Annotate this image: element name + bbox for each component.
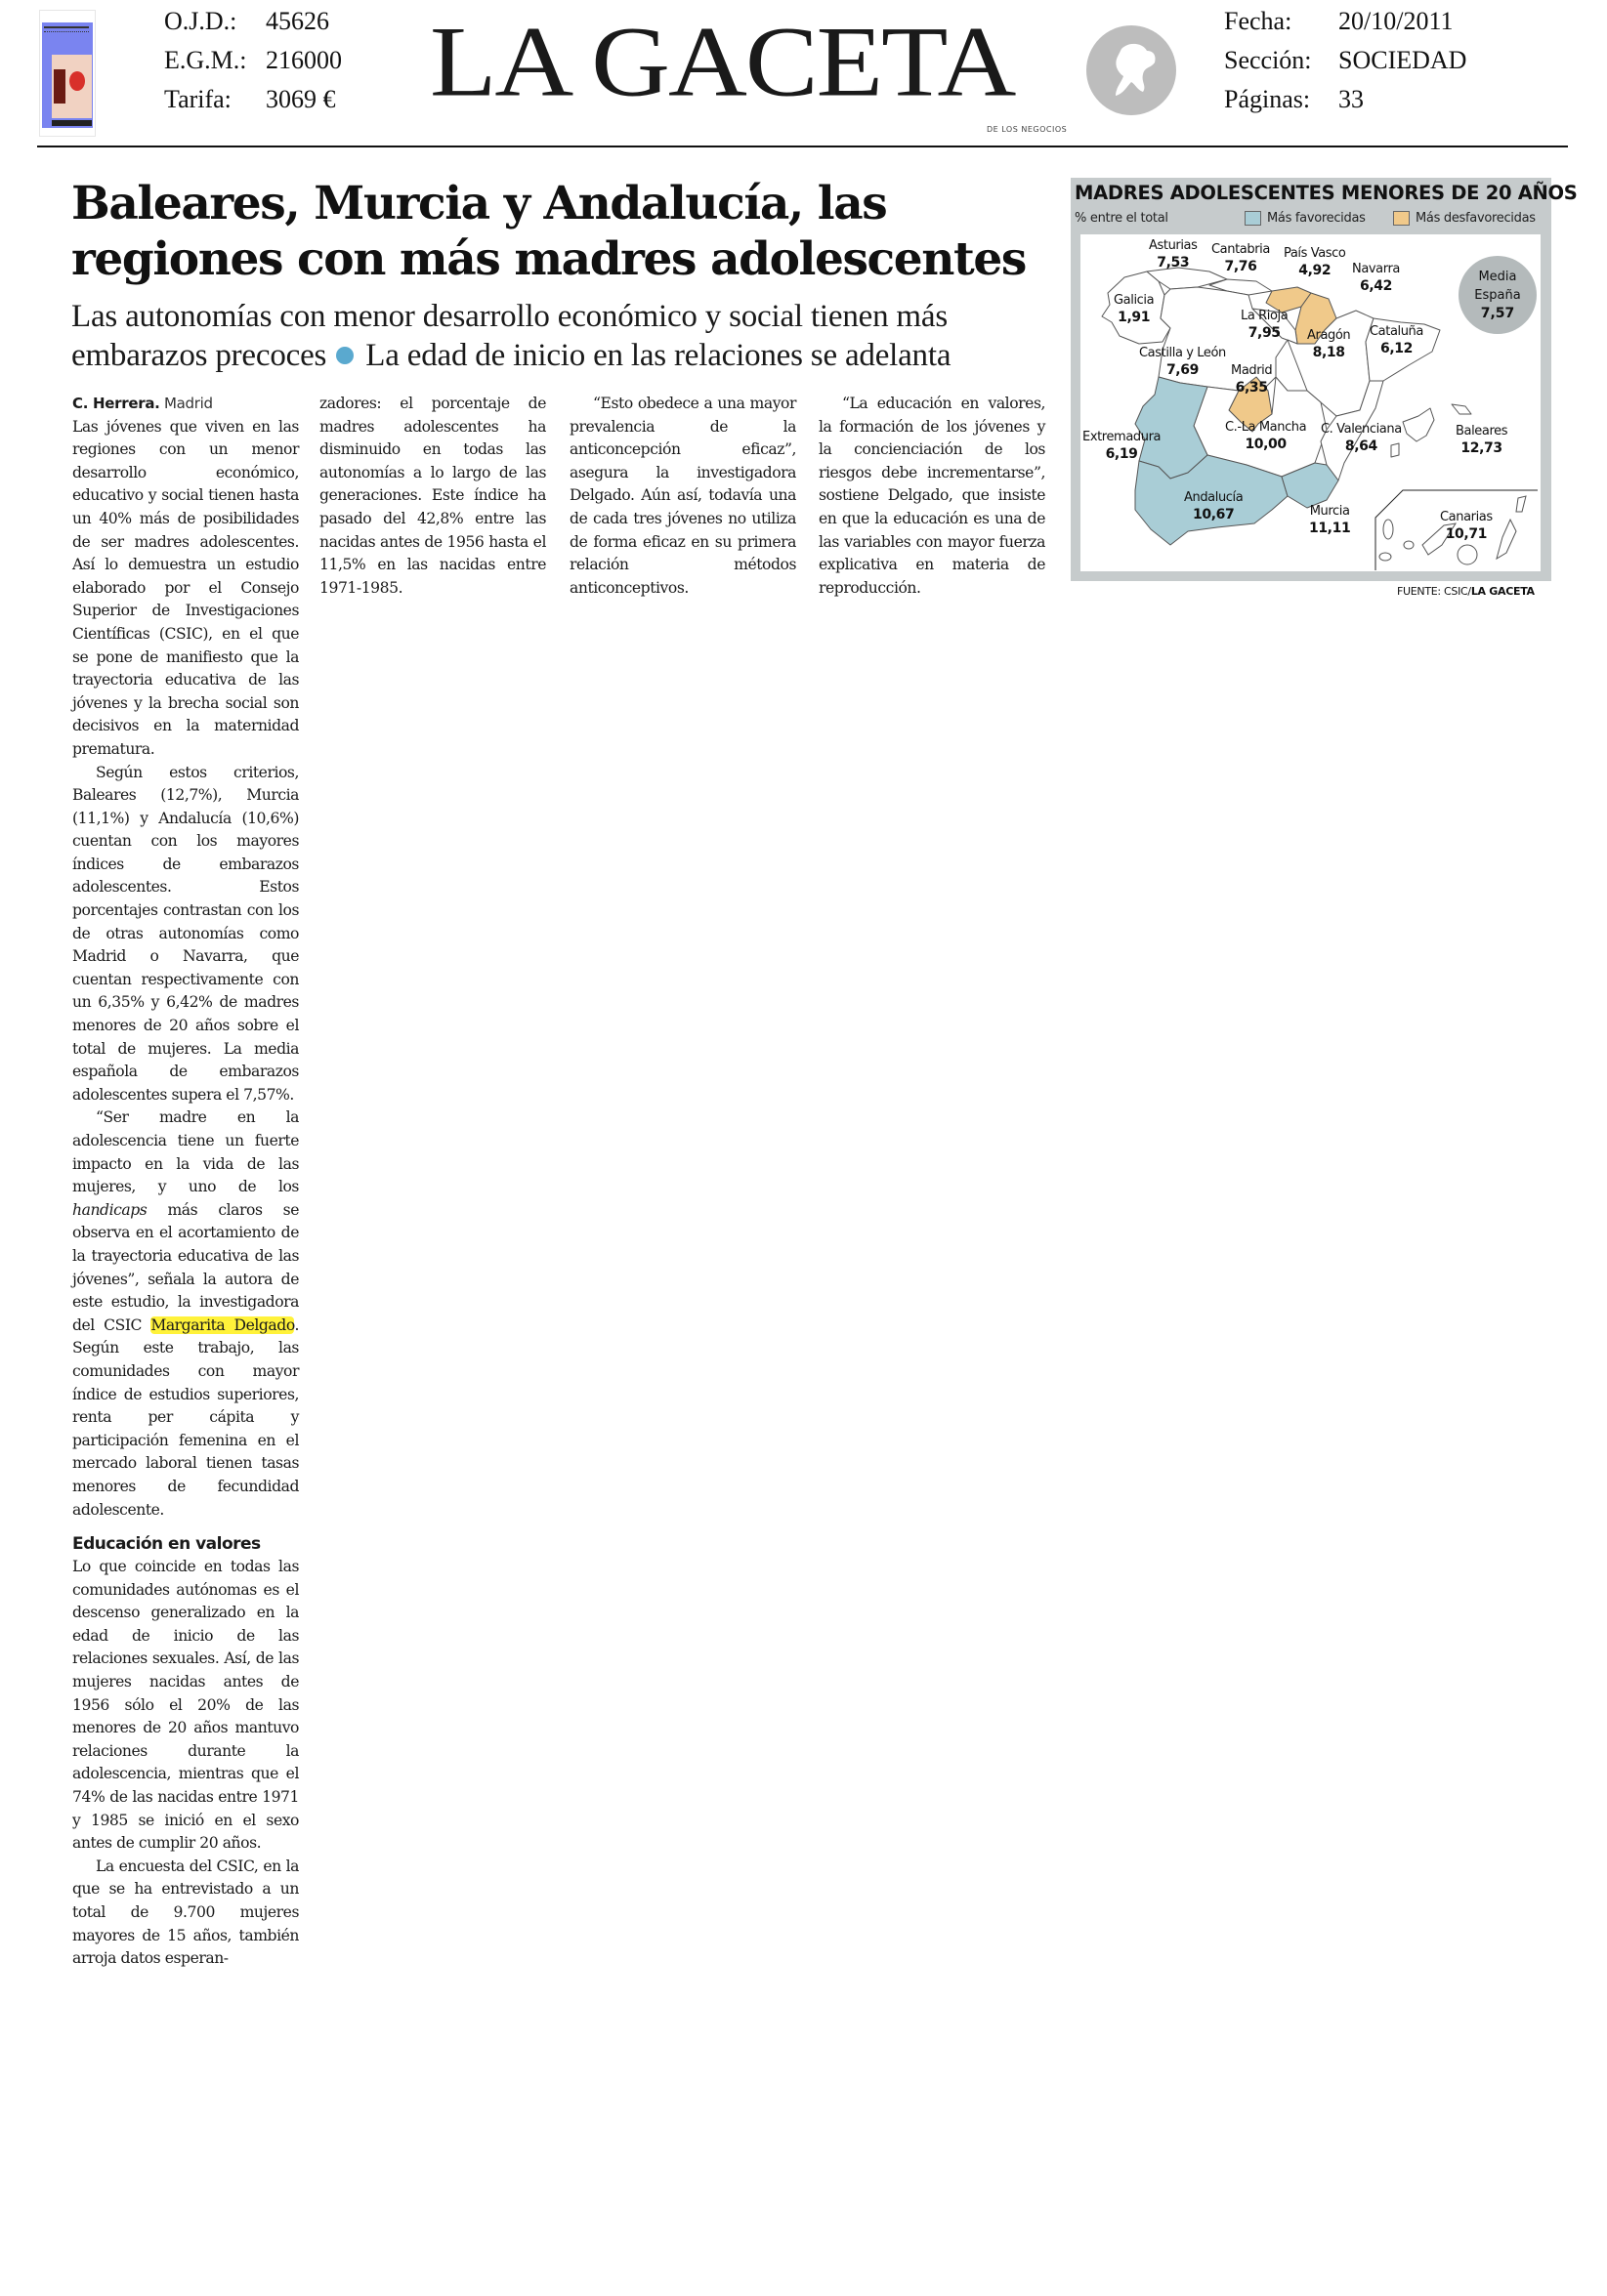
island-gomera xyxy=(1404,541,1414,549)
region-baleares-mallorca xyxy=(1403,408,1434,441)
island-lanzarote xyxy=(1516,496,1526,512)
paragraph: “Ser madre en la adolescencia tiene un fuerte impacto en la vida de las mujeres, y uno de los handicaps más claros se observa en el acortamiento de la trayectoria educativa de las jóvenes”, señala la autora de este estudio, la investigadora del CSIC Margarita Delgado. Según este trabajo, las comunidades con mayor índice de estudios superiores, renta per cápita y participación femenina en el mercado laboral tienen tasas menores de fecundidad adolescente. xyxy=(72,1108,299,1519)
paragraph: “Esto obedece a una mayor prevalencia de la anticoncepción eficaz”, asegura la investigadora Delgado. Aún así, todavía una de cada tres jóvenes no utiliza de forma eficaz en su primera relación métodos anticonceptivos. xyxy=(570,395,796,597)
infographic-subtitle: % entre el total xyxy=(1075,211,1168,226)
media-espana-value: 7,57 xyxy=(1480,306,1515,321)
highlighted-name: Margarita Delgado xyxy=(150,1315,295,1334)
label-la-rioja: La Rioja 7,95 xyxy=(1241,309,1289,341)
seccion-value: SOCIEDAD xyxy=(1338,46,1467,74)
publication-info xyxy=(1224,2,1466,119)
article-column-3 xyxy=(570,393,796,600)
label-cataluna: Cataluña 6,12 xyxy=(1370,324,1423,356)
ojd-row: O.J.D.: 45626 xyxy=(164,2,342,41)
header-divider xyxy=(37,146,1568,147)
label-cantabria: Cantabria 7,76 xyxy=(1211,242,1270,274)
article-deck: Las autonomías con menor desarrollo económico y social tienen más embarazos precoces La edad de inicio en las relaciones se adelanta xyxy=(71,299,952,373)
label-castilla-la-mancha: C.-La Mancha 10,00 xyxy=(1225,420,1307,452)
region-baleares-menorca xyxy=(1452,404,1471,414)
byline-city: Madrid xyxy=(164,395,213,412)
infographic-map xyxy=(1071,178,1578,581)
legend-favorecidas: Más favorecidas xyxy=(1245,211,1366,226)
article-column-4 xyxy=(819,393,1045,600)
bullet-dot-icon xyxy=(336,347,354,364)
egm-value: 216000 xyxy=(266,46,342,74)
bull-logo-icon xyxy=(1086,25,1176,115)
label-baleares: Baleares 12,73 xyxy=(1456,424,1508,456)
paragraph: Lo que coincide en todas las comunidades autónomas es el descenso generalizado en la edad de inicio de las relaciones sexuales. Así, de las mujeres nacidas antes de 1956 sólo el 20% de las menores de 20 años mantuvo relaciones durante la adolescencia, mientras que el 74% de las nacidas entre 1971 y 1985 se inició en el sexo antes de cumplir 20 años. xyxy=(72,1558,299,1853)
paragraph: zadores: el porcentaje de madres adolescentes ha disminuido en todas las autonomías a lo largo de las generaciones. Este índice ha pasado del 42,8% entre las nacidas antes de 1956 hasta el 11,5% en las nacidas entre 1971-1985. xyxy=(319,395,546,597)
legend-swatch-blue xyxy=(1245,211,1261,226)
island-la-palma xyxy=(1383,520,1393,539)
egm-row: E.G.M.: 216000 xyxy=(164,41,342,80)
label-madrid: Madrid 6,35 xyxy=(1231,363,1273,396)
island-hierro xyxy=(1379,553,1391,561)
tarifa-value: 3069 € xyxy=(266,85,336,113)
paragraph: La encuesta del CSIC, en la que se ha entrevistado a un total de 9.700 mujeres mayores de 15 años, también arroja datos esperan- xyxy=(72,1857,299,1968)
section-subhead: Educación en valores xyxy=(72,1534,261,1555)
label-murcia: Murcia 11,11 xyxy=(1309,504,1351,536)
article-column-1 xyxy=(72,393,299,1971)
byline xyxy=(72,393,299,416)
paginas-value: 33 xyxy=(1338,85,1364,113)
byline-author: C. Herrera. xyxy=(72,395,160,412)
press-clipping-thumbnail xyxy=(39,10,96,137)
legend-desfavorecidas: Más desfavorecidas xyxy=(1393,211,1536,226)
fecha-row: Fecha: 20/10/2011 xyxy=(1224,2,1466,41)
label-galicia: Galicia 1,91 xyxy=(1114,293,1155,325)
infographic-source: FUENTE: CSIC/LA GACETA xyxy=(1397,585,1535,598)
circulation-info xyxy=(164,2,342,119)
label-aragon: Aragón 8,18 xyxy=(1307,328,1351,360)
paragraph: Según estos criterios, Baleares (12,7%), Murcia (11,1%) y Andalucía (10,6%) cuentan con los mayores índices de embarazos adolescentes. Estos porcentajes contrastan con los de otras autonomías como Madrid o Navarra, que cuentan respectivamente con un 6,35% y 6,42% de madres menores de 20 años sobre el total de mujeres. La media española de embarazos adolescentes supera el 7,57%. xyxy=(72,763,299,1104)
legend-swatch-orange xyxy=(1393,211,1410,226)
seccion-row: Sección: SOCIEDAD xyxy=(1224,41,1466,80)
island-fuerteventura xyxy=(1497,520,1516,559)
paragraph: “La educación en valores, la formación de los jóvenes y la concienciación de los riesgos debe incrementarse”, sostiene Delgado, que insiste en que la educación es una de las variables con mayor fuerza explicativa en materia de reproducción. xyxy=(819,395,1045,597)
label-andalucia: Andalucía 10,67 xyxy=(1184,490,1244,522)
article-headline: Baleares, Murcia y Andalucía, las regiones con más madres adolescentes xyxy=(71,177,1026,286)
fecha-value: 20/10/2011 xyxy=(1338,7,1454,35)
label-castilla-leon: Castilla y León 7,69 xyxy=(1139,346,1226,378)
masthead-subtitle: DE LOS NEGOCIOS xyxy=(987,125,1068,134)
tarifa-row: Tarifa: 3069 € xyxy=(164,80,342,119)
island-gran-canaria xyxy=(1458,545,1477,564)
masthead-logo: LA GACETA xyxy=(430,6,1015,118)
ojd-value: 45626 xyxy=(266,7,329,35)
paragraph: Las jóvenes que viven en las regiones con un menor desarrollo económico, educativo y social tienen hasta un 40% más de posibilidades de ser madres adolescentes. Así lo demuestra un estudio elaborado por el Consejo Superior de Investigaciones Científicas (CSIC), en el que se pone de manifiesto que la trayectoria educativa de las jóvenes y la brecha social son decisivos en la maternidad prematura. xyxy=(72,417,299,758)
label-pais-vasco: País Vasco 4,92 xyxy=(1284,246,1346,278)
infographic-title: MADRES ADOLESCENTES MENORES DE 20 AÑOS xyxy=(1075,182,1578,204)
media-espana-text: Media España 7,57 xyxy=(1459,268,1537,323)
label-canarias: Canarias 10,71 xyxy=(1440,510,1493,542)
label-navarra: Navarra 6,42 xyxy=(1352,262,1400,294)
article-column-2 xyxy=(319,393,546,600)
label-valenciana: C. Valenciana 8,64 xyxy=(1321,422,1402,454)
label-extremadura: Extremadura 6,19 xyxy=(1082,430,1162,462)
label-asturias: Asturias 7,53 xyxy=(1149,238,1198,271)
paginas-row: Páginas: 33 xyxy=(1224,80,1466,119)
